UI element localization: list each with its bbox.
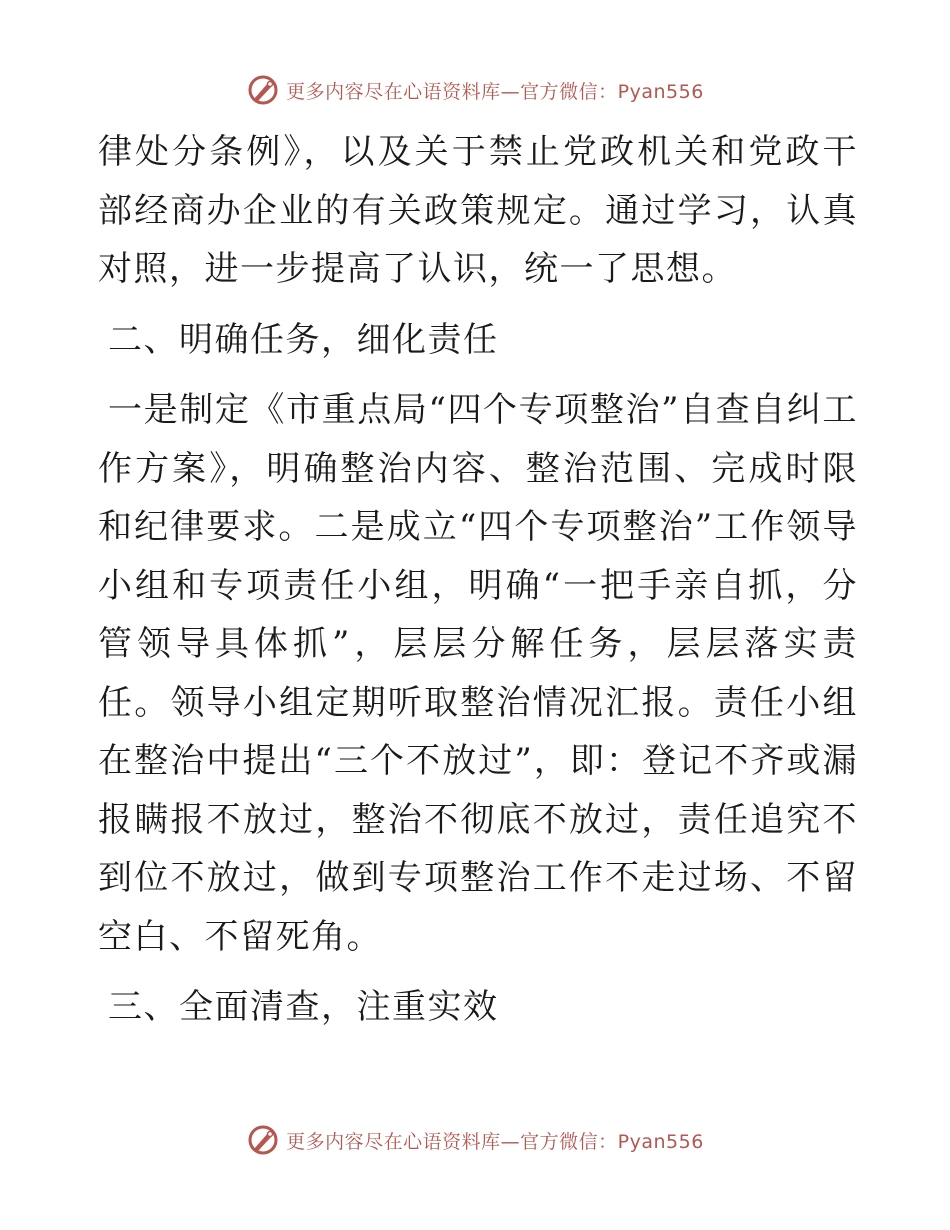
footer-banner-inner	[246, 1123, 704, 1157]
pen-in-circle-icon	[246, 1123, 280, 1157]
footer-banner-text: 更多内容尽在心语资料库—官方微信：Pyan556	[286, 1130, 704, 1153]
section-heading-2: 二、明确任务，细化责任	[108, 319, 499, 360]
header-banner-text: 更多内容尽在心语资料库—官方微信：Pyan556	[286, 80, 704, 103]
paragraph-2: 一是制定《市重点局“四个专项整治”自查自纠工作方案》，明确整治内容、整治范围、完成时限和纪律要求。二是成立“四个专项整治”工作领导小组和专项责任小组，明确“一把手亲自抓，分管领导具体抓”，层层分解任务，层层落实责任。领导小组定期听取整治情况汇报。责任小组在整治中提出“三个不放过”，即：登记不齐或漏报瞒报不放过，整治不彻底不放过，责任追究不到位不放过，做到专项整治工作不走过场、不留空白、不留死角。	[98, 390, 858, 957]
section-heading-3: 三、全面清查，注重实效	[108, 987, 499, 1027]
paragraph-1: 律处分条例》，以及关于禁止党政机关和党政干部经商办企业的有关政策规定。通过学习，认真对照，进一步提高了认识，统一了思想。	[98, 132, 858, 289]
header-banner	[0, 70, 950, 110]
header-banner-inner	[246, 73, 704, 107]
pen-in-circle-icon	[246, 73, 280, 107]
document-body	[98, 123, 858, 1049]
footer-banner	[0, 1120, 950, 1160]
